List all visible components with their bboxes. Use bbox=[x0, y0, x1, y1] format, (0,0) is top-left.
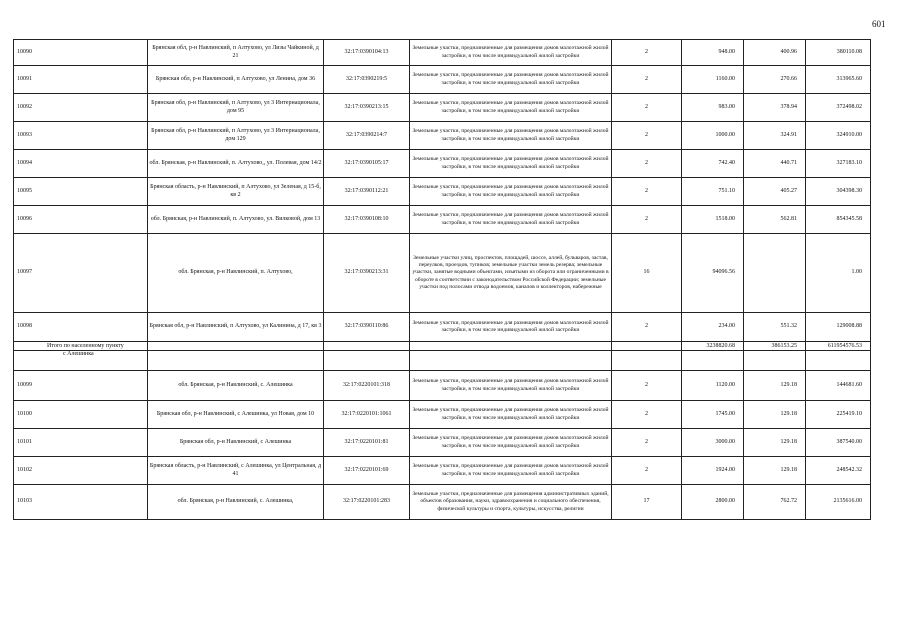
group-cell: 2 bbox=[612, 40, 682, 66]
table-row bbox=[14, 401, 871, 429]
settlement-section-row bbox=[14, 351, 871, 371]
area-cell: 1924.00 bbox=[682, 457, 744, 485]
record-number: 10101 bbox=[14, 429, 148, 457]
price-cell bbox=[744, 234, 806, 313]
value-cell: 129008.88 bbox=[806, 313, 871, 342]
value-cell: 324910.00 bbox=[806, 122, 871, 150]
record-number: 10095 bbox=[14, 178, 148, 206]
area-cell: 1160.00 bbox=[682, 66, 744, 94]
record-number: 10098 bbox=[14, 313, 148, 342]
table-row bbox=[14, 234, 871, 313]
area-cell: 234.00 bbox=[682, 313, 744, 342]
group-cell: 17 bbox=[612, 485, 682, 520]
land-use-cell: Земельные участки, предназначенные для размещения домов малоэтажной жилой застройки, в том числе индивидуальной жилой застройки bbox=[410, 122, 612, 150]
cadastral-number-cell: 32:17:0390110:86 bbox=[324, 313, 410, 342]
cadastral-number-cell: 32:17:0220101:81 bbox=[324, 429, 410, 457]
cadastral-value-table bbox=[13, 39, 871, 520]
price-cell: 405.27 bbox=[744, 178, 806, 206]
record-number: 10093 bbox=[14, 122, 148, 150]
area-cell: 1120.00 bbox=[682, 371, 744, 401]
table-row bbox=[14, 122, 871, 150]
area-cell: 2800.00 bbox=[682, 485, 744, 520]
land-use-cell: Земельные участки, предназначенные для размещения административных зданий, объектов образования, науки, здравоохранения и социального обеспечения, физической культуры и спорта, культуры, искусства, религии bbox=[410, 485, 612, 520]
address-cell: обл. Брянская, р-н Навлинский, п. Алтухово, bbox=[148, 234, 324, 313]
cadastral-number-cell: 32:17:0390213:31 bbox=[324, 234, 410, 313]
price-cell: 378.94 bbox=[744, 94, 806, 122]
address-cell: Брянская обл, р-н Навлинский, п Алтухово, ул Калинина, д 17, кв 3 bbox=[148, 313, 324, 342]
group-cell: 2 bbox=[612, 429, 682, 457]
land-use-cell: Земельные участки, предназначенные для размещения домов малоэтажной жилой застройки, в том числе индивидуальной жилой застройки bbox=[410, 429, 612, 457]
price-cell: 129.18 bbox=[744, 371, 806, 401]
total-area: 3238820.68 bbox=[682, 342, 744, 351]
land-use-cell: Земельные участки, предназначенные для размещения домов малоэтажной жилой застройки, в том числе индивидуальной жилой застройки bbox=[410, 66, 612, 94]
group-cell: 2 bbox=[612, 206, 682, 234]
group-cell: 2 bbox=[612, 401, 682, 429]
table-row bbox=[14, 150, 871, 178]
area-cell: 1518.00 bbox=[682, 206, 744, 234]
price-cell: 400.96 bbox=[744, 40, 806, 66]
table-row bbox=[14, 371, 871, 401]
land-use-cell: Земельные участки, предназначенные для размещения домов малоэтажной жилой застройки, в том числе индивидуальной жилой застройки bbox=[410, 457, 612, 485]
cadastral-number-cell: 32:17:0220101:69 bbox=[324, 457, 410, 485]
price-cell: 129.18 bbox=[744, 457, 806, 485]
record-number: 10091 bbox=[14, 66, 148, 94]
group-cell: 16 bbox=[612, 234, 682, 313]
table-row bbox=[14, 66, 871, 94]
price-cell: 440.71 bbox=[744, 150, 806, 178]
page-number: 601 bbox=[872, 19, 886, 29]
land-use-cell: Земельные участки, предназначенные для размещения домов малоэтажной жилой застройки, в том числе индивидуальной жилой застройки bbox=[410, 206, 612, 234]
address-cell: Брянская обл, р-н Навлинский, п Алтухово, ул Ленина, дом 36 bbox=[148, 66, 324, 94]
group-cell: 2 bbox=[612, 94, 682, 122]
total-price: 386153.25 bbox=[744, 342, 806, 351]
price-cell: 129.18 bbox=[744, 401, 806, 429]
area-cell: 1745.00 bbox=[682, 401, 744, 429]
table-row bbox=[14, 429, 871, 457]
section-label: с Алешинка bbox=[14, 351, 148, 371]
value-cell: 327183.10 bbox=[806, 150, 871, 178]
cadastral-number-cell: 32:17:0390104:13 bbox=[324, 40, 410, 66]
record-number: 10092 bbox=[14, 94, 148, 122]
record-number: 10096 bbox=[14, 206, 148, 234]
value-cell: 2135616.00 bbox=[806, 485, 871, 520]
table-row bbox=[14, 457, 871, 485]
land-use-cell: Земельные участки, предназначенные для размещения домов малоэтажной жилой застройки, в том числе индивидуальной жилой застройки bbox=[410, 371, 612, 401]
record-number: 10097 bbox=[14, 234, 148, 313]
table-row bbox=[14, 94, 871, 122]
cadastral-number-cell: 32:17:0220101:283 bbox=[324, 485, 410, 520]
price-cell: 762.72 bbox=[744, 485, 806, 520]
group-cell: 2 bbox=[612, 122, 682, 150]
address-cell: Брянская обл, р-н Навлинский, п Алтухово, ул 3 Интернационала, дом 129 bbox=[148, 122, 324, 150]
area-cell: 742.40 bbox=[682, 150, 744, 178]
record-number: 10094 bbox=[14, 150, 148, 178]
address-cell: обл. Брянская, р-н Навлинский, п. Алтухово,, ул. Полевая, дом 14/2 bbox=[148, 150, 324, 178]
address-cell: обл. Брянская, р-н Навлинский, с. Алешинка bbox=[148, 371, 324, 401]
area-cell: 94096.56 bbox=[682, 234, 744, 313]
value-cell: 372498.02 bbox=[806, 94, 871, 122]
price-cell: 129.18 bbox=[744, 429, 806, 457]
cadastral-number-cell: 32:17:0390219:5 bbox=[324, 66, 410, 94]
address-cell: обл. Брянская, р-н Навлинский, п. Алтухово, ул. Вилковой, дом 13 bbox=[148, 206, 324, 234]
record-number: 10099 bbox=[14, 371, 148, 401]
cadastral-number-cell: 32:17:0220101:318 bbox=[324, 371, 410, 401]
table-row bbox=[14, 313, 871, 342]
cadastral-number-cell: 32:17:0390108:10 bbox=[324, 206, 410, 234]
area-cell: 983.00 bbox=[682, 94, 744, 122]
area-cell: 3000.00 bbox=[682, 429, 744, 457]
address-cell: Брянская обл, р-н Навлинский, с Алешинка, ул Новая, дом 10 bbox=[148, 401, 324, 429]
address-cell: Брянская обл, р-н Навлинский, с Алешинка bbox=[148, 429, 324, 457]
address-cell: Брянская область, р-н Навлинский, п Алтухово, ул Зеленая, д 15-б, кв 2 bbox=[148, 178, 324, 206]
cadastral-number-cell: 32:17:0390214:7 bbox=[324, 122, 410, 150]
land-use-cell: Земельные участки, предназначенные для размещения домов малоэтажной жилой застройки, в том числе индивидуальной жилой застройки bbox=[410, 150, 612, 178]
cadastral-number-cell: 32:17:0390213:15 bbox=[324, 94, 410, 122]
value-cell: 144681.60 bbox=[806, 371, 871, 401]
record-number: 10100 bbox=[14, 401, 148, 429]
land-use-cell: Земельные участки, предназначенные для размещения домов малоэтажной жилой застройки, в том числе индивидуальной жилой застройки bbox=[410, 40, 612, 66]
address-cell: обл. Брянская, р-н Навлинский, с. Алешинка, bbox=[148, 485, 324, 520]
value-cell: 1.00 bbox=[806, 234, 871, 313]
record-number: 10102 bbox=[14, 457, 148, 485]
group-cell: 2 bbox=[612, 150, 682, 178]
land-use-cell: Земельные участки, предназначенные для размещения домов малоэтажной жилой застройки, в том числе индивидуальной жилой застройки bbox=[410, 178, 612, 206]
land-use-cell: Земельные участки, предназначенные для размещения домов малоэтажной жилой застройки, в том числе индивидуальной жилой застройки bbox=[410, 401, 612, 429]
address-cell: Брянская обл, р-н Навлинский, п Алтухово, ул 3 Интернационала, дом 95 bbox=[148, 94, 324, 122]
value-cell: 387540.00 bbox=[806, 429, 871, 457]
land-use-cell: Земельные участки, предназначенные для размещения домов малоэтажной жилой застройки, в том числе индивидуальной жилой застройки bbox=[410, 313, 612, 342]
address-cell: Брянская обл, р-н Навлинский, п Алтухово, ул Лизы Чайкиной, д 21 bbox=[148, 40, 324, 66]
area-cell: 1000.00 bbox=[682, 122, 744, 150]
cadastral-number-cell: 32:17:0390112:21 bbox=[324, 178, 410, 206]
group-cell: 2 bbox=[612, 457, 682, 485]
land-use-cell: Земельные участки, предназначенные для размещения домов малоэтажной жилой застройки, в том числе индивидуальной жилой застройки bbox=[410, 94, 612, 122]
group-cell: 2 bbox=[612, 371, 682, 401]
group-cell: 2 bbox=[612, 66, 682, 94]
total-label: Итого по населенному пункту bbox=[14, 342, 148, 351]
cadastral-number-cell: 32:17:0390105:17 bbox=[324, 150, 410, 178]
group-cell: 2 bbox=[612, 313, 682, 342]
area-cell: 948.00 bbox=[682, 40, 744, 66]
price-cell: 270.66 bbox=[744, 66, 806, 94]
area-cell: 751.10 bbox=[682, 178, 744, 206]
settlement-total-row bbox=[14, 342, 871, 351]
value-cell: 304398.30 bbox=[806, 178, 871, 206]
table-row bbox=[14, 40, 871, 66]
table-row bbox=[14, 485, 871, 520]
group-cell: 2 bbox=[612, 178, 682, 206]
record-number: 10103 bbox=[14, 485, 148, 520]
table-row bbox=[14, 206, 871, 234]
total-value: 611954576.53 bbox=[806, 342, 871, 351]
land-use-cell: Земельные участки улиц, проспектов, площадей, шоссе, аллей, бульваров, застав, переулков, проездов, тупиков; земельные участки земель резерва; земельные участки, занятые водными объектами, изъятыми из оборота или ограниченными в обороте в соответствии с законодательством Российской Федерации; земельные участки под полосами отвода водоемов, каналов и коллекторов, набережные bbox=[410, 234, 612, 313]
table-row bbox=[14, 178, 871, 206]
price-cell: 324.91 bbox=[744, 122, 806, 150]
cadastral-number-cell: 32:17:0220101:1061 bbox=[324, 401, 410, 429]
value-cell: 313965.60 bbox=[806, 66, 871, 94]
record-number: 10090 bbox=[14, 40, 148, 66]
value-cell: 380110.08 bbox=[806, 40, 871, 66]
value-cell: 854345.58 bbox=[806, 206, 871, 234]
value-cell: 248542.32 bbox=[806, 457, 871, 485]
value-cell: 225419.10 bbox=[806, 401, 871, 429]
address-cell: Брянская область, р-н Навлинский, с Алешинка, ул Центральная, д 41 bbox=[148, 457, 324, 485]
price-cell: 551.32 bbox=[744, 313, 806, 342]
price-cell: 562.81 bbox=[744, 206, 806, 234]
